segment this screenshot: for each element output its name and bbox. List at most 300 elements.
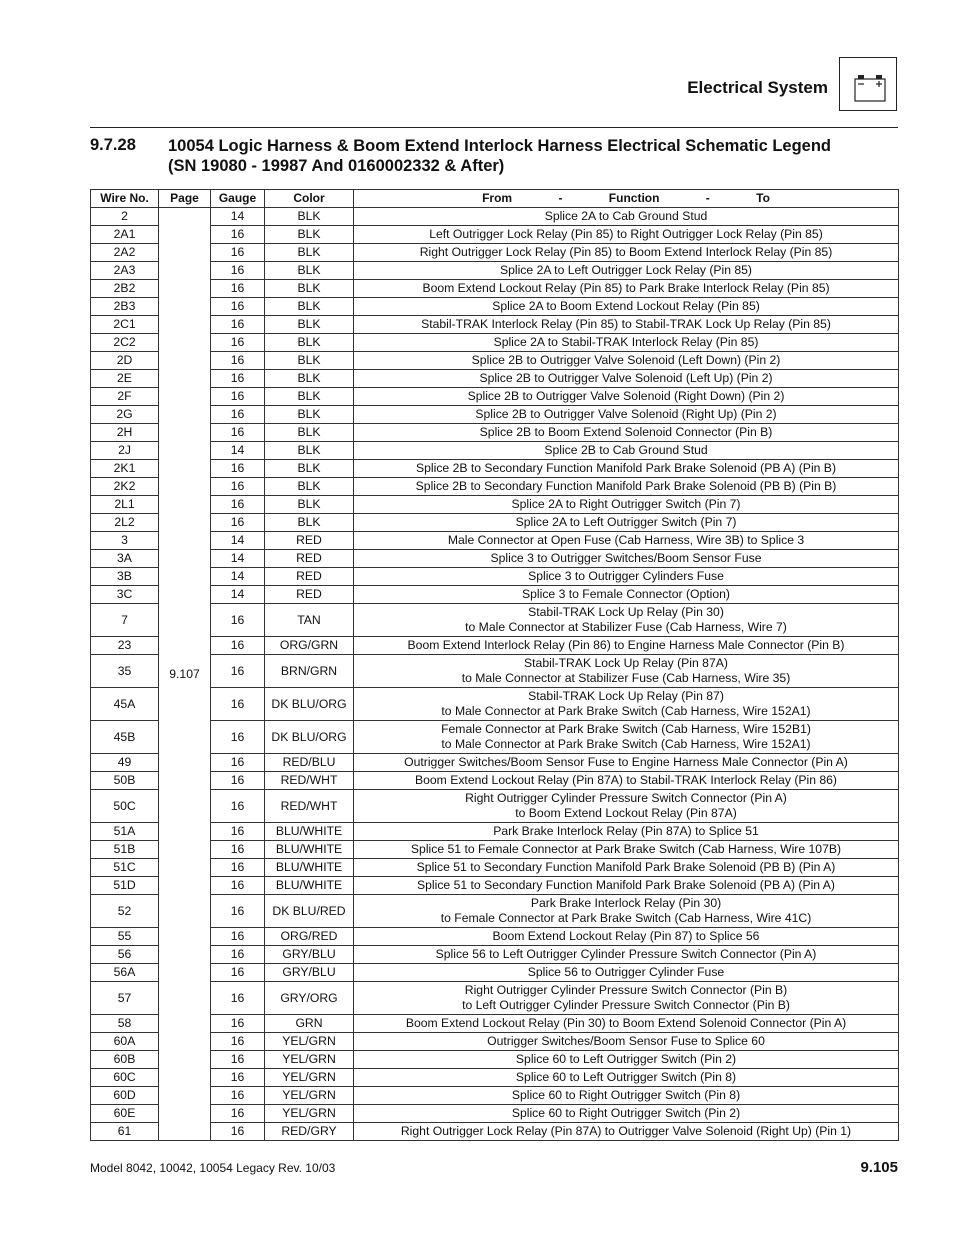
table-row <box>91 964 899 982</box>
wire-no-cell: 2K1 <box>91 460 159 478</box>
header-from: From <box>482 191 513 205</box>
wire-no-cell: 2B2 <box>91 280 159 298</box>
gauge-cell: 16 <box>211 772 265 790</box>
color-cell: DK BLU/ORG <box>265 688 354 721</box>
function-line: Splice 3 to Outrigger Switches/Boom Sensor Fuse <box>490 551 762 565</box>
color-cell: ORG/RED <box>265 928 354 946</box>
color-cell: BLK <box>265 262 354 280</box>
wire-no-cell: 3B <box>91 568 159 586</box>
section-number: 9.7.28 <box>90 136 136 154</box>
header-to: To <box>756 191 770 205</box>
function-line: Splice 56 to Left Outrigger Cylinder Pressure Switch Connector (Pin A) <box>435 947 817 961</box>
table-row <box>91 1087 899 1105</box>
wire-no-cell: 7 <box>91 604 159 637</box>
function-cell <box>354 298 899 316</box>
gauge-cell: 16 <box>211 406 265 424</box>
header-dash-1: - <box>558 191 563 205</box>
color-cell: RED <box>265 568 354 586</box>
color-cell: RED/GRY <box>265 1123 354 1141</box>
color-cell: RED/WHT <box>265 790 354 823</box>
table-row <box>91 424 899 442</box>
table-row <box>91 496 899 514</box>
function-line: Splice 2B to Secondary Function Manifold Park Brake Solenoid (PB A) (Pin B) <box>416 461 836 475</box>
gauge-cell: 16 <box>211 298 265 316</box>
function-line: Splice 2A to Boom Extend Lockout Relay (Pin 85) <box>492 299 760 313</box>
table-row <box>91 478 899 496</box>
gauge-cell: 14 <box>211 208 265 226</box>
function-line: Splice 2B to Outrigger Valve Solenoid (Right Up) (Pin 2) <box>475 407 777 421</box>
wire-no-cell: 60E <box>91 1105 159 1123</box>
function-cell <box>354 823 899 841</box>
function-line: Splice 2A to Left Outrigger Lock Relay (Pin 85) <box>499 263 752 277</box>
function-line: Splice 2B to Outrigger Valve Solenoid (Left Down) (Pin 2) <box>471 353 781 367</box>
function-line: Right Outrigger Lock Relay (Pin 85) to Boom Extend Interlock Relay (Pin 85) <box>419 245 833 259</box>
table-row <box>91 1105 899 1123</box>
color-cell: BLU/WHITE <box>265 859 354 877</box>
table-row <box>91 460 899 478</box>
wire-no-cell: 60D <box>91 1087 159 1105</box>
section-title <box>168 136 898 176</box>
table-row <box>91 928 899 946</box>
function-cell <box>354 316 899 334</box>
wire-no-cell: 3 <box>91 532 159 550</box>
table-row <box>91 754 899 772</box>
color-cell: BLK <box>265 352 354 370</box>
table-row <box>91 532 899 550</box>
function-cell <box>354 637 899 655</box>
table-row <box>91 637 899 655</box>
wire-no-cell: 51B <box>91 841 159 859</box>
color-cell: BLK <box>265 208 354 226</box>
color-cell: GRY/BLU <box>265 964 354 982</box>
color-cell: RED/BLU <box>265 754 354 772</box>
color-cell: BLK <box>265 388 354 406</box>
gauge-cell: 16 <box>211 688 265 721</box>
wire-legend-table <box>90 189 899 1141</box>
color-cell: YEL/GRN <box>265 1087 354 1105</box>
wire-no-cell: 2F <box>91 388 159 406</box>
table-row <box>91 655 899 688</box>
wire-no-cell: 2L1 <box>91 496 159 514</box>
function-cell <box>354 280 899 298</box>
wire-no-cell: 2B3 <box>91 298 159 316</box>
function-cell <box>354 388 899 406</box>
function-line: Outrigger Switches/Boom Sensor Fuse to Engine Harness Male Connector (Pin A) <box>404 755 848 769</box>
wire-no-cell: 2L2 <box>91 514 159 532</box>
footer-model: Model 8042, 10042, 10054 Legacy Rev. 10/03 <box>90 1161 336 1175</box>
color-cell: BLK <box>265 406 354 424</box>
function-cell <box>354 928 899 946</box>
function-cell <box>354 1051 899 1069</box>
gauge-cell: 16 <box>211 1105 265 1123</box>
color-cell: BLK <box>265 334 354 352</box>
function-line: Left Outrigger Lock Relay (Pin 85) to Right Outrigger Lock Relay (Pin 85) <box>429 227 823 241</box>
function-cell <box>354 772 899 790</box>
gauge-cell: 16 <box>211 877 265 895</box>
wire-no-cell: 56A <box>91 964 159 982</box>
function-cell <box>354 334 899 352</box>
function-line: Splice 51 to Secondary Function Manifold Park Brake Solenoid (PB B) (Pin A) <box>416 860 836 874</box>
function-cell <box>354 460 899 478</box>
wire-no-cell: 50C <box>91 790 159 823</box>
wire-no-cell: 35 <box>91 655 159 688</box>
gauge-cell: 16 <box>211 895 265 928</box>
gauge-cell: 16 <box>211 280 265 298</box>
color-cell: YEL/GRN <box>265 1069 354 1087</box>
table-row <box>91 859 899 877</box>
color-cell: RED <box>265 586 354 604</box>
function-cell <box>354 1033 899 1051</box>
color-cell: BLK <box>265 370 354 388</box>
table-row <box>91 823 899 841</box>
table-row <box>91 352 899 370</box>
function-cell <box>354 442 899 460</box>
color-cell: DK BLU/ORG <box>265 721 354 754</box>
function-cell <box>354 568 899 586</box>
wire-no-cell: 51C <box>91 859 159 877</box>
wire-no-cell: 23 <box>91 637 159 655</box>
table-row <box>91 370 899 388</box>
function-line: to Left Outrigger Cylinder Pressure Switch Connector (Pin B) <box>462 998 790 1012</box>
color-cell: YEL/GRN <box>265 1051 354 1069</box>
function-line: Stabil-TRAK Lock Up Relay (Pin 87A) <box>524 656 728 670</box>
function-line: to Female Connector at Park Brake Switch (Cab Harness, Wire 41C) <box>440 911 812 925</box>
table-row <box>91 688 899 721</box>
battery-icon <box>839 57 897 111</box>
section-title-line-2: (SN 19080 - 19987 And 0160002332 & After) <box>168 157 505 175</box>
function-cell <box>354 754 899 772</box>
gauge-cell: 16 <box>211 370 265 388</box>
color-cell: BLK <box>265 424 354 442</box>
page-cell: 9.107 <box>159 208 211 1141</box>
wire-no-cell: 55 <box>91 928 159 946</box>
table-row <box>91 334 899 352</box>
table-row <box>91 790 899 823</box>
gauge-cell: 14 <box>211 586 265 604</box>
gauge-cell: 16 <box>211 1069 265 1087</box>
function-cell <box>354 1105 899 1123</box>
gauge-cell: 16 <box>211 478 265 496</box>
header-wire-no: Wire No. <box>91 190 159 208</box>
function-line: Splice 3 to Female Connector (Option) <box>522 587 730 601</box>
wire-no-cell: 60A <box>91 1033 159 1051</box>
color-cell: BLK <box>265 442 354 460</box>
function-line: Splice 2B to Secondary Function Manifold Park Brake Solenoid (PB B) (Pin B) <box>415 479 837 493</box>
wire-no-cell: 2G <box>91 406 159 424</box>
wire-no-cell: 2C2 <box>91 334 159 352</box>
function-cell <box>354 370 899 388</box>
gauge-cell: 16 <box>211 859 265 877</box>
gauge-cell: 16 <box>211 655 265 688</box>
color-cell: BLK <box>265 226 354 244</box>
table-row <box>91 586 899 604</box>
color-cell: GRY/BLU <box>265 946 354 964</box>
table-row <box>91 946 899 964</box>
table-header-row <box>91 190 899 208</box>
table-row <box>91 1033 899 1051</box>
function-line: Right Outrigger Cylinder Pressure Switch Connector (Pin A) <box>465 791 787 805</box>
table-row <box>91 244 899 262</box>
table-row <box>91 280 899 298</box>
function-line: Stabil-TRAK Lock Up Relay (Pin 87) <box>528 689 724 703</box>
color-cell: BLK <box>265 460 354 478</box>
color-cell: RED/WHT <box>265 772 354 790</box>
function-cell <box>354 1123 899 1141</box>
function-cell <box>354 841 899 859</box>
header-page: Page <box>159 190 211 208</box>
table-row <box>91 841 899 859</box>
function-line: Splice 60 to Right Outrigger Switch (Pin 2) <box>511 1106 741 1120</box>
function-cell <box>354 532 899 550</box>
wire-no-cell: 60B <box>91 1051 159 1069</box>
function-line: Splice 60 to Right Outrigger Switch (Pin 8) <box>511 1088 741 1102</box>
color-cell: BLU/WHITE <box>265 877 354 895</box>
function-line: to Male Connector at Park Brake Switch (Cab Harness, Wire 152A1) <box>441 704 811 718</box>
function-cell <box>354 226 899 244</box>
wire-no-cell: 45B <box>91 721 159 754</box>
function-line: Right Outrigger Cylinder Pressure Switch Connector (Pin B) <box>464 983 788 997</box>
color-cell: BLK <box>265 514 354 532</box>
function-line: Splice 51 to Secondary Function Manifold Park Brake Solenoid (PB A) (Pin A) <box>417 878 835 892</box>
wire-no-cell: 2A2 <box>91 244 159 262</box>
function-cell <box>354 877 899 895</box>
function-line: Splice 2B to Outrigger Valve Solenoid (Left Up) (Pin 2) <box>479 371 773 385</box>
table-body <box>91 208 899 1141</box>
wire-no-cell: 52 <box>91 895 159 928</box>
wire-no-cell: 2A3 <box>91 262 159 280</box>
wire-no-cell: 57 <box>91 982 159 1015</box>
function-line: Splice 60 to Left Outrigger Switch (Pin 2) <box>515 1052 737 1066</box>
function-cell <box>354 424 899 442</box>
color-cell: BLK <box>265 244 354 262</box>
gauge-cell: 14 <box>211 532 265 550</box>
function-cell <box>354 514 899 532</box>
function-cell <box>354 946 899 964</box>
gauge-cell: 16 <box>211 262 265 280</box>
header-divider <box>90 127 898 128</box>
gauge-cell: 16 <box>211 754 265 772</box>
section-title-line-1: 10054 Logic Harness & Boom Extend Interlock Harness Electrical Schematic Legend <box>168 137 831 155</box>
wire-no-cell: 49 <box>91 754 159 772</box>
function-line: Outrigger Switches/Boom Sensor Fuse to Splice 60 <box>487 1034 765 1048</box>
wire-no-cell: 2D <box>91 352 159 370</box>
gauge-cell: 14 <box>211 442 265 460</box>
color-cell: BLU/WHITE <box>265 841 354 859</box>
gauge-cell: 16 <box>211 226 265 244</box>
wire-no-cell: 51A <box>91 823 159 841</box>
color-cell: BRN/GRN <box>265 655 354 688</box>
function-line: Splice 2B to Cab Ground Stud <box>544 443 708 457</box>
table-row <box>91 226 899 244</box>
function-line: Park Brake Interlock Relay (Pin 87A) to Splice 51 <box>493 824 759 838</box>
table-row <box>91 388 899 406</box>
function-line: Stabil-TRAK Lock Up Relay (Pin 30) <box>528 605 724 619</box>
footer-page-number: 9.105 <box>860 1159 898 1176</box>
wire-no-cell: 50B <box>91 772 159 790</box>
gauge-cell: 16 <box>211 721 265 754</box>
function-cell <box>354 244 899 262</box>
table-row <box>91 895 899 928</box>
function-line: to Male Connector at Park Brake Switch (Cab Harness, Wire 152A1) <box>441 737 811 751</box>
gauge-cell: 16 <box>211 964 265 982</box>
function-line: Boom Extend Lockout Relay (Pin 87) to Splice 56 <box>492 929 760 943</box>
wire-no-cell: 45A <box>91 688 159 721</box>
gauge-cell: 16 <box>211 823 265 841</box>
gauge-cell: 16 <box>211 790 265 823</box>
gauge-cell: 16 <box>211 604 265 637</box>
wire-no-cell: 51D <box>91 877 159 895</box>
function-cell <box>354 790 899 823</box>
function-line: Splice 2A to Stabil-TRAK Interlock Relay (Pin 85) <box>493 335 759 349</box>
color-cell: GRY/ORG <box>265 982 354 1015</box>
gauge-cell: 16 <box>211 946 265 964</box>
function-line: Female Connector at Park Brake Switch (Cab Harness, Wire 152B1) <box>441 722 811 736</box>
function-cell <box>354 1087 899 1105</box>
function-line: Boom Extend Lockout Relay (Pin 85) to Park Brake Interlock Relay (Pin 85) <box>422 281 830 295</box>
wire-no-cell: 2 <box>91 208 159 226</box>
wire-no-cell: 2A1 <box>91 226 159 244</box>
color-cell: RED <box>265 532 354 550</box>
gauge-cell: 16 <box>211 1051 265 1069</box>
function-cell <box>354 550 899 568</box>
chapter-title: Electrical System <box>687 78 828 97</box>
gauge-cell: 16 <box>211 316 265 334</box>
function-line: to Male Connector at Stabilizer Fuse (Cab Harness, Wire 7) <box>465 620 787 634</box>
function-cell <box>354 982 899 1015</box>
color-cell: RED <box>265 550 354 568</box>
gauge-cell: 16 <box>211 388 265 406</box>
header-color: Color <box>265 190 354 208</box>
gauge-cell: 16 <box>211 460 265 478</box>
color-cell: BLK <box>265 496 354 514</box>
function-line: Splice 3 to Outrigger Cylinders Fuse <box>528 569 724 583</box>
color-cell: BLK <box>265 316 354 334</box>
gauge-cell: 14 <box>211 550 265 568</box>
table-row <box>91 442 899 460</box>
function-cell <box>354 478 899 496</box>
function-line: Male Connector at Open Fuse (Cab Harness, Wire 3B) to Splice 3 <box>447 533 805 547</box>
function-cell <box>354 586 899 604</box>
wire-no-cell: 60C <box>91 1069 159 1087</box>
function-line: Right Outrigger Lock Relay (Pin 87A) to Outrigger Valve Solenoid (Right Up) (Pin 1) <box>400 1124 852 1138</box>
function-cell <box>354 655 899 688</box>
table-row <box>91 604 899 637</box>
gauge-cell: 16 <box>211 496 265 514</box>
table-row <box>91 1123 899 1141</box>
color-cell: DK BLU/RED <box>265 895 354 928</box>
gauge-cell: 16 <box>211 841 265 859</box>
gauge-cell: 16 <box>211 982 265 1015</box>
function-cell <box>354 604 899 637</box>
table-row <box>91 1069 899 1087</box>
function-line: to Boom Extend Lockout Relay (Pin 87A) <box>515 806 737 820</box>
function-line: Splice 51 to Female Connector at Park Brake Switch (Cab Harness, Wire 107B) <box>410 842 842 856</box>
function-line: Splice 2B to Outrigger Valve Solenoid (Right Down) (Pin 2) <box>467 389 785 403</box>
gauge-cell: 16 <box>211 424 265 442</box>
function-cell <box>354 895 899 928</box>
table-row <box>91 316 899 334</box>
gauge-cell: 16 <box>211 1033 265 1051</box>
wire-no-cell: 2C1 <box>91 316 159 334</box>
gauge-cell: 16 <box>211 928 265 946</box>
table-row <box>91 514 899 532</box>
function-line: Boom Extend Interlock Relay (Pin 86) to Engine Harness Male Connector (Pin B) <box>407 638 845 652</box>
table-row <box>91 721 899 754</box>
wire-no-cell: 2E <box>91 370 159 388</box>
table-row <box>91 1015 899 1033</box>
function-line: Park Brake Interlock Relay (Pin 30) <box>530 896 722 910</box>
gauge-cell: 16 <box>211 1087 265 1105</box>
function-line: Splice 60 to Left Outrigger Switch (Pin 8) <box>515 1070 737 1084</box>
table-row <box>91 772 899 790</box>
table-row <box>91 262 899 280</box>
color-cell: YEL/GRN <box>265 1033 354 1051</box>
color-cell: BLU/WHITE <box>265 823 354 841</box>
function-cell <box>354 1015 899 1033</box>
wire-no-cell: 2J <box>91 442 159 460</box>
wire-no-cell: 61 <box>91 1123 159 1141</box>
function-line: Boom Extend Lockout Relay (Pin 30) to Boom Extend Solenoid Connector (Pin A) <box>405 1016 847 1030</box>
gauge-cell: 14 <box>211 568 265 586</box>
color-cell: TAN <box>265 604 354 637</box>
function-line: Splice 2A to Cab Ground Stud <box>544 209 708 223</box>
function-cell <box>354 352 899 370</box>
color-cell: BLK <box>265 280 354 298</box>
color-cell: GRN <box>265 1015 354 1033</box>
function-line: Boom Extend Lockout Relay (Pin 87A) to Stabil-TRAK Interlock Relay (Pin 86) <box>414 773 837 787</box>
function-cell <box>354 208 899 226</box>
function-cell <box>354 688 899 721</box>
color-cell: ORG/GRN <box>265 637 354 655</box>
function-cell <box>354 1069 899 1087</box>
gauge-cell: 16 <box>211 514 265 532</box>
wire-no-cell: 3C <box>91 586 159 604</box>
wire-no-cell: 2H <box>91 424 159 442</box>
gauge-cell: 16 <box>211 334 265 352</box>
function-line: to Male Connector at Stabilizer Fuse (Cab Harness, Wire 35) <box>461 671 791 685</box>
function-cell <box>354 964 899 982</box>
table-row <box>91 298 899 316</box>
header-gauge: Gauge <box>211 190 265 208</box>
function-line: Splice 2A to Right Outrigger Switch (Pin 7) <box>511 497 741 511</box>
header-from-function-to <box>354 190 899 208</box>
table-row <box>91 1051 899 1069</box>
gauge-cell: 16 <box>211 1123 265 1141</box>
function-cell <box>354 721 899 754</box>
function-cell <box>354 262 899 280</box>
gauge-cell: 16 <box>211 352 265 370</box>
table-row <box>91 982 899 1015</box>
wire-no-cell: 58 <box>91 1015 159 1033</box>
color-cell: BLK <box>265 298 354 316</box>
wire-no-cell: 56 <box>91 946 159 964</box>
wire-no-cell: 2K2 <box>91 478 159 496</box>
function-cell <box>354 406 899 424</box>
color-cell: YEL/GRN <box>265 1105 354 1123</box>
table-row <box>91 877 899 895</box>
function-line: Splice 56 to Outrigger Cylinder Fuse <box>527 965 725 979</box>
table-row <box>91 406 899 424</box>
function-cell <box>354 496 899 514</box>
table-row <box>91 568 899 586</box>
gauge-cell: 16 <box>211 637 265 655</box>
gauge-cell: 16 <box>211 1015 265 1033</box>
function-line: Splice 2A to Left Outrigger Switch (Pin 7) <box>515 515 737 529</box>
gauge-cell: 16 <box>211 244 265 262</box>
header-dash-2: - <box>705 191 710 205</box>
color-cell: BLK <box>265 478 354 496</box>
function-line: Stabil-TRAK Interlock Relay (Pin 85) to Stabil-TRAK Lock Up Relay (Pin 85) <box>421 317 831 331</box>
